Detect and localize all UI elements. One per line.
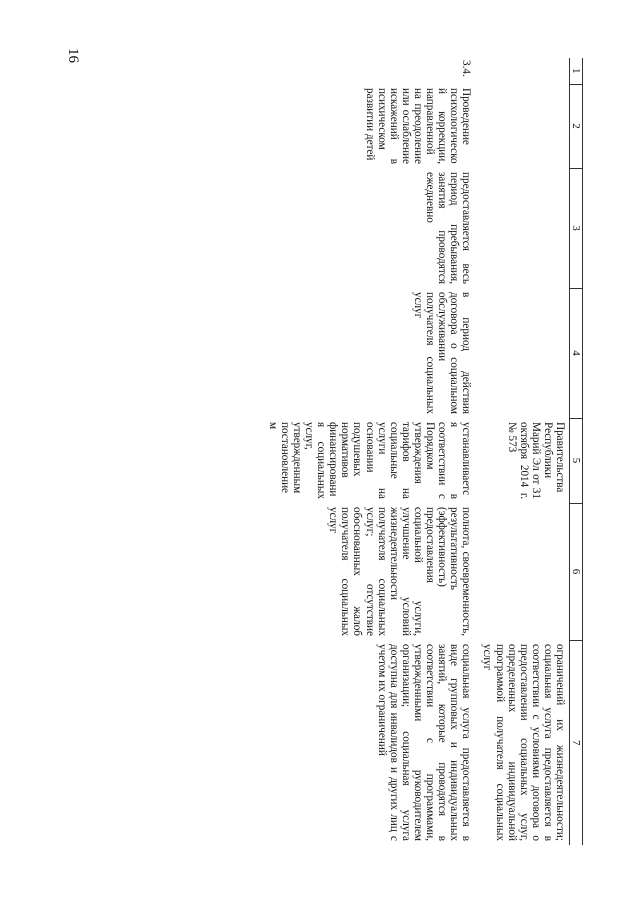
header-col-2: 2 bbox=[570, 84, 583, 168]
cont-cell-3 bbox=[475, 168, 569, 288]
service-volume: предоставляется весь период пребывания, занятия проводятся ежедневно bbox=[424, 172, 473, 284]
cont-cell-1 bbox=[475, 58, 569, 84]
header-col-4: 4 bbox=[570, 288, 583, 418]
continuation-row bbox=[475, 58, 569, 845]
cont-cell-2 bbox=[475, 84, 569, 168]
service-tariff: устанавливается в соответствии с Порядком утверждения тарифов на социальные услуги на основании подушевых нормативов финансирования социальных услуг, утвержденным постановлением bbox=[266, 422, 473, 499]
services-table bbox=[261, 58, 583, 845]
service-row-3-4 bbox=[261, 58, 476, 845]
provision-conditions: социальная услуга предоставляется в виде групповых и индивидуальных занятий, которые проводятся в соответствии с программами, утвержденными руководителем организации; социальная услуга доступна для инвалидов и других лиц с учетом их ограничений bbox=[375, 644, 473, 841]
service-term: в период действия договора о социальном обслуживании получателя социальных услуг bbox=[411, 292, 473, 414]
header-col-5: 5 bbox=[570, 418, 583, 503]
cont-cell-4 bbox=[475, 288, 569, 418]
row-number: 3.4. bbox=[460, 60, 473, 77]
header-col-7: 7 bbox=[570, 640, 583, 845]
column-number-header bbox=[570, 58, 583, 845]
service-name: Проведение психологической коррекции, направленной на преодоление или ослабление искажений в психическом развитии детей bbox=[363, 88, 473, 164]
cont-cell-conditions: ограничений их жизнедеятельности; социальная услуга предоставляется в соответствии с условиями договора о предоставлении социальных услуг, определенных индивидуальной программой получателя социальных услуг bbox=[481, 644, 566, 841]
header-col-6: 6 bbox=[570, 503, 583, 640]
cont-cell-regulation: Правительства Республики Марий Эл от 31 октября 2014 г. № 573 bbox=[505, 422, 566, 499]
header-col-1: 1 bbox=[570, 58, 583, 84]
quality-indicators: полнота, своевременность, результативность (эффективность) предоставления социальной услуги, улучшение условий жизнедеятельности получателя социальных услуг; отсутствие обоснованных жалоб получателя социальных услуг bbox=[327, 507, 473, 636]
header-col-3: 3 bbox=[570, 168, 583, 288]
page-number: 16 bbox=[65, 48, 81, 63]
cont-cell-6 bbox=[475, 503, 569, 640]
